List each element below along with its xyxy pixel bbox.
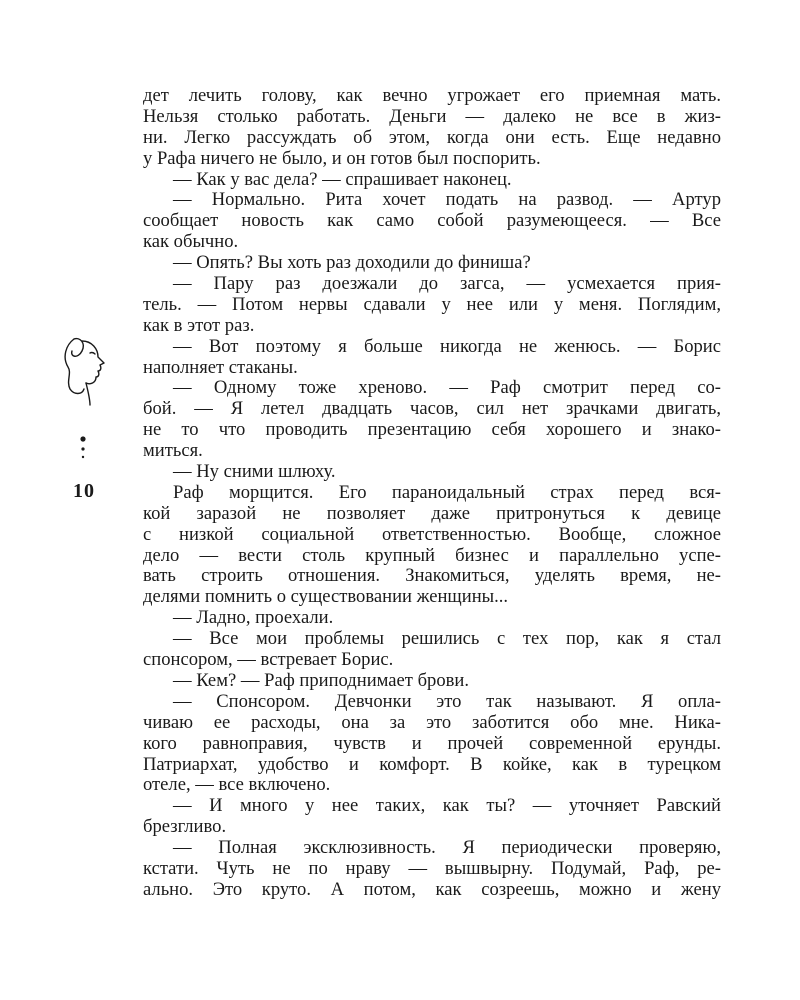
text-line: как обычно. [143,231,239,253]
text-line: — Кем? — Раф приподнимает брови. [173,669,470,691]
text-line: кстати. Чуть не по нраву — вышвырну. Подумай, Раф, ре- [143,857,721,879]
text-line: — Спонсором. Девчонки это так называют. Я опла- [173,690,721,712]
text-line: брезгливо. [143,816,227,838]
text-line: — Как у вас дела? — спрашивает наконец. [173,168,512,190]
text-line: Патриархат, удобство и комфорт. В койке, как в турецком [143,753,721,775]
text-line: у Рафа ничего не было, и он готов был поспорить. [143,147,541,169]
text-line: ни. Легко рассуждать об этом, когда они есть. Еще недавно [143,126,721,148]
text-line: кого равноправия, чувств и прочей современной ерунды. [143,732,721,754]
text-line: миться. [143,440,203,462]
text-line: — И много у нее таких, как ты? — уточняет Равский [173,795,721,817]
text-line: как в этот раз. [143,314,255,336]
text-line: Нельзя столько работать. Деньги — далеко не все в жиз- [143,105,721,127]
text-line: сообщает новость как само собой разумеющееся. — Все [143,210,721,232]
text-line: дет лечить голову, как вечно угрожает его приемная мать. [143,85,721,106]
text-line: — Пару раз доезжали до загса, — усмехается прия- [173,273,721,295]
text-line: делями помнить о существовании женщины... [143,586,509,608]
text-line: — Вот поэтому я больше никогда не женюсь. — Борис [173,335,721,357]
text-line: наполняет стаканы. [143,356,298,378]
text-line: вать строить отношения. Знакомиться, уделять время, не- [143,565,721,587]
text-line: — Все мои проблемы решились с тех пор, как я стал [173,628,721,650]
page-number: 10 [73,480,95,502]
text-line: — Ладно, проехали. [173,607,334,629]
text-line: — Нормально. Рита хочет подать на развод. — Артур [173,189,721,211]
body-text [143,86,721,901]
text-line: — Ну сними шлюху. [173,461,336,483]
text-line: чиваю ее расходы, она за это заботится обо мне. Ника- [143,711,721,733]
text-line: бой. — Я летел двадцать часов, сил нет зрачками двигать, [143,398,721,420]
text-line: ально. Это круто. А потом, как созреешь, можно и жену [143,878,721,900]
face-profile-line-art-icon [60,333,120,463]
text-line: отеле, — все включено. [143,774,331,796]
text-line: — Опять? Вы хоть раз доходили до финиша? [173,252,531,274]
text-line: спонсором, — встревает Борис. [143,649,394,671]
text-line: тель. — Потом нервы сдавали у нее или у меня. Поглядим, [143,293,721,315]
text-line: не то что проводить презентацию себя хорошего и знако- [143,419,721,441]
text-line: кой заразой не позволяет даже притронуться к девице [143,502,721,524]
text-line: — Одному тоже хреново. — Раф смотрит перед со- [173,377,721,399]
text-line: дело — вести столь крупный бизнес и параллельно успе- [143,544,721,566]
text-line: с низкой социальной ответственностью. Вообще, сложное [143,523,721,545]
text-line: — Полная эксклюзивность. Я периодически проверяю, [173,837,721,859]
text-line: Раф морщится. Его параноидальный страх перед вся- [173,481,721,503]
